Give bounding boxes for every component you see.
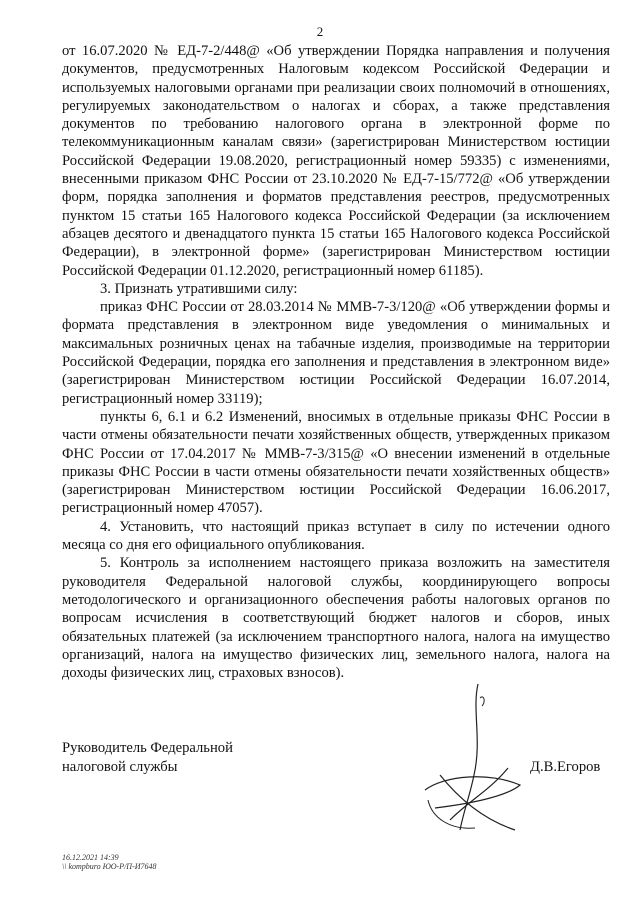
paragraph-item-5: 5. Контроль за исполнением настоящего приказа возложить на заместителя руководителя Федеральной налоговой службы, координирующего вопросы методологического и организационного обеспечения работы налоговых органов по вопросам исчисления в соответствующий бюджет налогов и сборов, иных обязательных платежей (за исключением транспортного налога, налога на имущество организаций, налога на имущество физических лиц, земельного налога, налога на доходы физических лиц, страховых взносов). (62, 555, 610, 682)
signatory-title (62, 739, 233, 777)
signatory-title-line2: налоговой службы (62, 759, 178, 775)
paragraph-order-2017: пункты 6, 6.1 и 6.2 Изменений, вносимых в отдельные приказы ФНС России в части отмены обязательности печати хозяйственных обществ, утвержденных приказом ФНС России от 17.04.2017 № ММВ-7-3/315@ «О внесении изменений в отдельные приказы ФНС России в части отмены обязательности печати хозяйственных обществ» (зарегистрирован Министерством юстиции Российской Федерации 16.06.2017, регистрационный номер 47057). (62, 408, 610, 517)
paragraph-item-4: 4. Установить, что настоящий приказ вступает в силу по истечении одного месяца со дня его официального опубликования. (62, 518, 610, 554)
footer-file-reference: \\ kompburo ЮО-Р/П-И7648 (62, 862, 157, 871)
paragraph-order-2014: приказ ФНС России от 28.03.2014 № ММВ-7-3/120@ «Об утверждении формы и формата представления в электронном виде уведомления о минимальных и максимальных розничных ценах на табачные изделия, производимые на территории Российской Федерации, порядка его заполнения и представления в электронном виде» (зарегистрирован Министерством юстиции Российской Федерации 16.07.2014, регистрационный номер 33119); (62, 299, 610, 407)
paragraph-item-3: 3. Признать утратившими силу: (100, 280, 298, 297)
signatory-title-line1: Руководитель Федеральной (62, 740, 233, 756)
paragraph-continuation: от 16.07.2020 № ЕД-7-2/448@ «Об утверждении Порядка направления и получения документов, предусмотренных Налоговым кодексом Российской Федерации и используемых налоговыми органами при реализации своих полномочий в отношениях, регулируемых законодательством о налогах и сборах, а также представления документов по требованию налогового органа в электронной форме по телекоммуникационным каналам связи» (зарегистрирован Министерством юстиции Российской Федерации 19.08.2020, регистрационный номер 59335) с изменениями, внесенными приказом ФНС России от 23.10.2020 № ЕД-7-15/772@ «Об утверждении форм, порядка заполнения и форматов представления реестров, предусмотренных пунктом 15 статьи 165 Налогового кодекса Российской Федерации (за исключением абзацев десятого и двенадцатого пункта 15 статьи 165 Налогового кодекса Российской Федерации), в электронной форме» (зарегистрирован Министерством юстиции Российской Федерации 01.12.2020, регистрационный номер 61185). (62, 43, 610, 279)
handwritten-signature (420, 680, 530, 840)
document-body (62, 42, 610, 682)
signatory-name: Д.В.Егоров (530, 759, 601, 775)
document-footer (62, 853, 157, 871)
footer-timestamp: 16.12.2021 14:39 (62, 853, 119, 862)
page-number: 2 (316, 24, 324, 39)
